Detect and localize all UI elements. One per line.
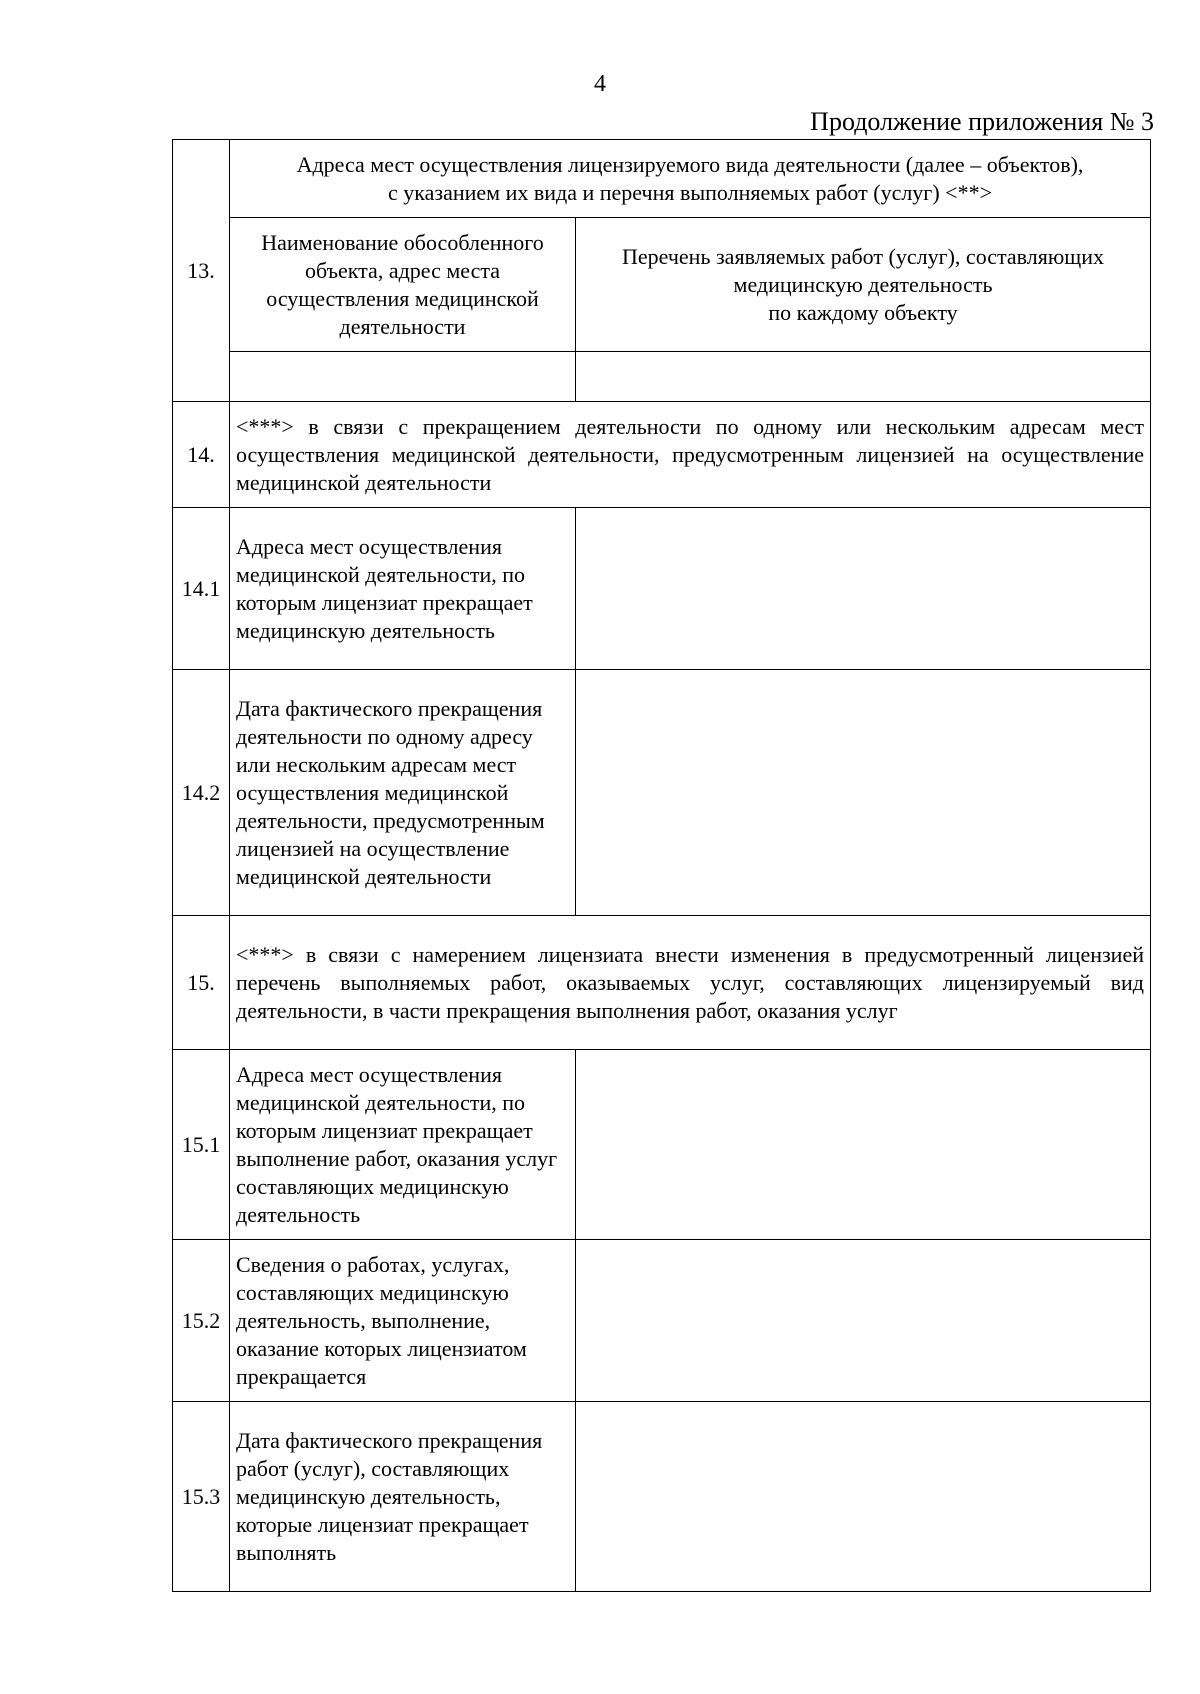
row-13-title-cell — [230, 140, 1151, 218]
row-15-text: <***> в связи с намерением лицензиата внести изменения в предусмотренный лицензией перечень выполняемых работ, оказываемых услуг, составляющих лицензируемый вид деятельности, в части прекращения выполнения работ, оказания услуг — [230, 916, 1151, 1050]
row-15 — [173, 916, 1151, 1050]
row-13-col2-value-field[interactable] — [576, 352, 1151, 402]
row-13-title — [173, 140, 1151, 218]
row-15-3-number: 15.3 — [173, 1402, 230, 1592]
row-15-3-value-field[interactable] — [576, 1402, 1151, 1592]
row-14-2-value-field[interactable] — [576, 670, 1151, 916]
row-13-title-line-1: Адреса мест осуществления лицензируемого вида деятельности (далее – объектов), — [296, 151, 1084, 177]
row-13-col2-header-line-1: Перечень заявляемых работ (услуг), составляющих — [621, 243, 1104, 269]
row-15-3-label: Дата фактического прекращения работ (услуг), составляющих медицинскую деятельность, которые лицензиат прекращает выполнять — [230, 1402, 576, 1592]
row-15-1-label: Адреса мест осуществления медицинской деятельности, по которым лицензиат прекращает выполнение работ, оказания услуг составляющих медицинскую деятельность — [230, 1050, 576, 1240]
row-15-2 — [173, 1240, 1151, 1402]
row-13-col2-header-line-2: медицинскую деятельность — [733, 271, 993, 297]
row-14-2-label: Дата фактического прекращения деятельности по одному адресу или нескольким адресам мест осуществления медицинской деятельности, предусмотренным лицензией на осуществление медицинской деятельности — [230, 670, 576, 916]
row-14-number: 14. — [173, 402, 230, 508]
row-15-3 — [173, 1402, 1151, 1592]
row-13-title-line-2: с указанием их вида и перечня выполняемых работ (услуг) <**> — [388, 179, 992, 205]
page-number: 4 — [594, 71, 606, 97]
row-13-values — [173, 352, 1151, 402]
row-15-number: 15. — [173, 916, 230, 1050]
row-13-headers — [173, 218, 1151, 352]
row-15-2-value-field[interactable] — [576, 1240, 1151, 1402]
row-14-1 — [173, 508, 1151, 670]
row-14-1-label: Адреса мест осуществления медицинской деятельности, по которым лицензиат прекращает медицинскую деятельность — [230, 508, 576, 670]
row-14 — [173, 402, 1151, 508]
row-13-col1-header: Наименование обособленного объекта, адрес места осуществления медицинской деятельности — [230, 218, 576, 352]
license-form-table — [172, 139, 1151, 1592]
appendix-continuation-label: Продолжение приложения № 3 — [810, 107, 1154, 136]
row-14-1-value-field[interactable] — [576, 508, 1151, 670]
row-13-col2-header — [576, 218, 1151, 352]
row-14-text: <***> в связи с прекращением деятельности по одному или нескольким адресам мест осуществления медицинской деятельности, предусмотренным лицензией на осуществление медицинской деятельности — [230, 402, 1151, 508]
row-14-1-number: 14.1 — [173, 508, 230, 670]
row-15-1 — [173, 1050, 1151, 1240]
row-13-number: 13. — [173, 140, 230, 402]
row-14-2 — [173, 670, 1151, 916]
row-15-2-number: 15.2 — [173, 1240, 230, 1402]
row-13-col1-value-field[interactable] — [230, 352, 576, 402]
row-15-1-value-field[interactable] — [576, 1050, 1151, 1240]
row-15-2-label: Сведения о работах, услугах, составляющих медицинскую деятельность, выполнение, оказание которых лицензиатом прекращается — [230, 1240, 576, 1402]
row-14-2-number: 14.2 — [173, 670, 230, 916]
row-13-col2-header-line-3: по каждому объекту — [768, 299, 958, 325]
row-15-1-number: 15.1 — [173, 1050, 230, 1240]
